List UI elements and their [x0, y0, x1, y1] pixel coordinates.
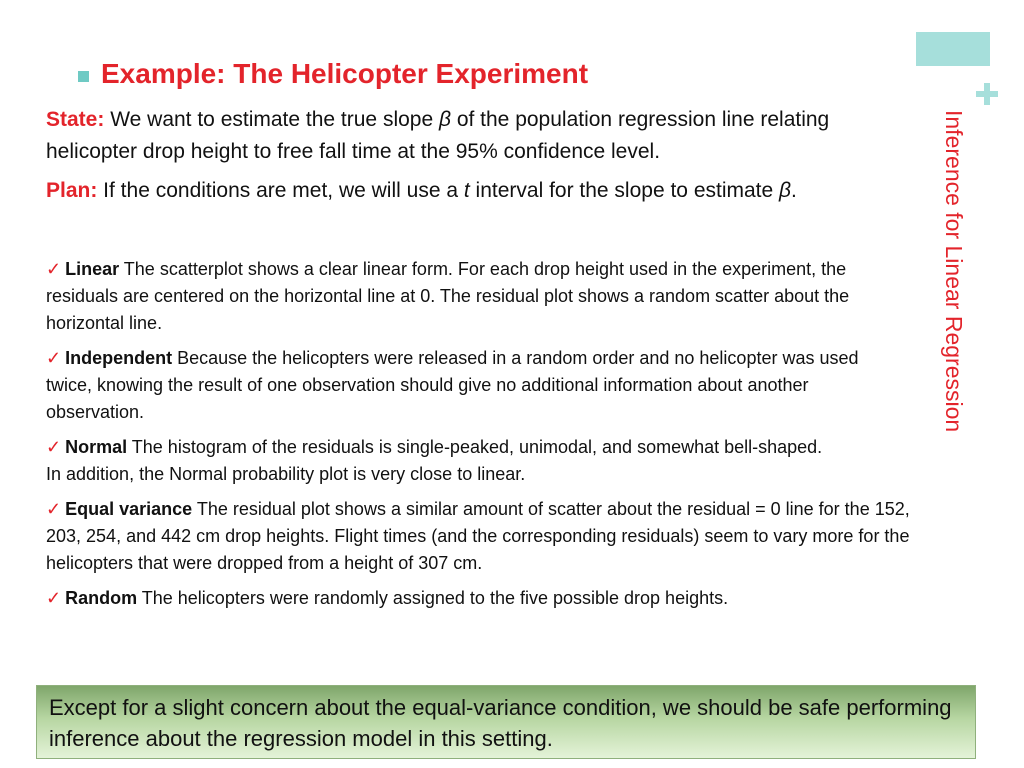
state-label: State:	[46, 108, 105, 131]
condition-name: Random	[65, 588, 138, 608]
condition-name: Independent	[65, 348, 173, 368]
plus-icon	[973, 80, 1001, 108]
condition-independent	[46, 345, 886, 426]
plan-beta: β	[779, 179, 792, 202]
checkmark-icon: ✓	[46, 499, 62, 519]
plan-label: Plan:	[46, 179, 98, 202]
state-text-2: of the population regression line relating helicopter drop height to free fall time at the 95% confidence level.	[46, 108, 830, 163]
slide-title: Example: The Helicopter Experiment	[101, 58, 589, 89]
condition-equal-variance	[46, 496, 916, 577]
condition-name: Linear	[65, 259, 120, 279]
condition-random	[46, 585, 916, 612]
plan-t: t	[463, 179, 470, 202]
checkmark-icon: ✓	[46, 437, 62, 457]
title-row	[78, 54, 588, 94]
plan-text-3: .	[791, 179, 797, 202]
plan-paragraph	[46, 175, 912, 207]
condition-linear	[46, 256, 906, 337]
state-text-1: We want to estimate the true slope	[104, 108, 439, 131]
condition-normal	[46, 434, 841, 488]
condition-text: The histogram of the residuals is single-peaked, unimodal, and somewhat bell-shaped. In addition, the Normal probability plot is very close to linear.	[46, 437, 823, 484]
condition-text: Because the helicopters were released in a random order and no helicopter was used twice, knowing the result of one observation should give no additional information about another observation.	[46, 348, 859, 422]
condition-name: Equal variance	[65, 499, 193, 519]
conditions-list	[46, 256, 916, 620]
condition-text: The residual plot shows a similar amount of scatter about the residual = 0 line for the 152, 203, 254, and 442 cm drop heights. Flight times (and the corresponding residuals) seem to vary more for the helicopters that were dropped from a height of 307 cm.	[46, 499, 910, 573]
checkmark-icon: ✓	[46, 588, 62, 608]
plan-text-2: interval for the slope to estimate	[469, 179, 780, 202]
plan-text-1: If the conditions are met, we will use a	[97, 179, 464, 202]
state-beta: β	[438, 108, 451, 131]
checkmark-icon: ✓	[46, 348, 62, 368]
condition-text: The helicopters were randomly assigned to the five possible drop heights.	[137, 588, 729, 608]
condition-text: The scatterplot shows a clear linear form. For each drop height used in the experiment, the residuals are centered on the horizontal line at 0. The residual plot shows a random scatter about the horizontal line.	[46, 259, 850, 333]
accent-box	[916, 32, 990, 66]
checkmark-icon: ✓	[46, 259, 62, 279]
condition-name: Normal	[65, 437, 128, 457]
state-paragraph	[46, 104, 912, 168]
conclusion-box: Except for a slight concern about the equal-variance condition, we should be safe performing inference about the regression model in this setting.	[36, 685, 976, 759]
square-bullet-icon	[78, 71, 89, 82]
section-title-vertical: Inference for Linear Regression	[941, 110, 967, 433]
